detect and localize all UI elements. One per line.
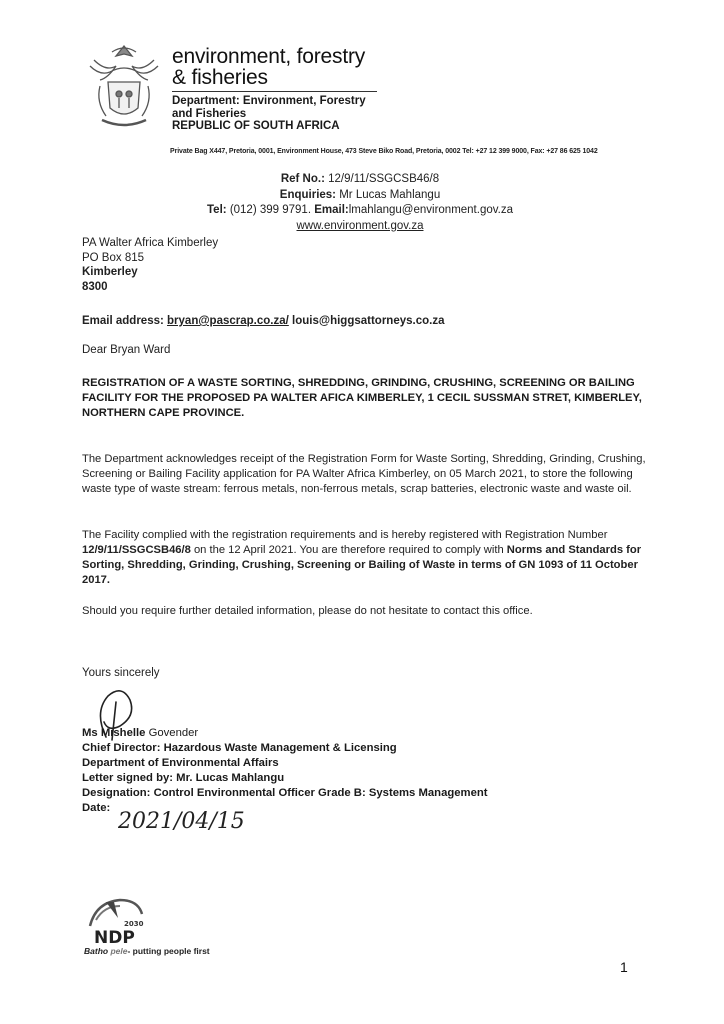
- ndp-text: NDP: [94, 928, 135, 946]
- ref-value: 12/9/11/SSGCSB46/8: [328, 173, 440, 185]
- batho-word: Batho: [84, 946, 109, 956]
- reference-block: [180, 172, 540, 234]
- signatory-name: [82, 726, 488, 741]
- coat-of-arms-logo: [86, 42, 162, 134]
- name-prefix: Ms: [82, 727, 98, 739]
- signed-label: Letter signed by:: [82, 772, 174, 784]
- email-link-1[interactable]: bryan@pascrap.co.za/: [167, 315, 289, 327]
- name-first: Mishelle: [100, 727, 146, 739]
- body-paragraph-1: The Department acknowledges receipt of the Registration Form for Waste Sorting, Shredding, Grinding, Crushing, Screening or Bailing Facility application for PA Walter Africa Kimberley, on 05 March 2021, to store the following waste type of waste stream: ferrous metals, non-ferrous metals, scrap batteries, electronic waste and waste oil.: [82, 453, 646, 495]
- ndp-year: 2030: [124, 920, 144, 928]
- ref-label: Ref No.:: [280, 173, 325, 185]
- signed-by-line: [82, 771, 488, 786]
- handwritten-date-text: 2021/04/15: [118, 809, 245, 834]
- enquiries-line: [180, 188, 540, 204]
- norms-standards-reference: Norms and Standards for Sorting, Shredding, Grinding, Crushing, Screening or Bailing of Waste in terms of GN 1093 of 11 October 2017.: [82, 544, 642, 586]
- p2-text-a: The Facility complied with the registration requirements and is hereby registered with Registration Number: [82, 529, 608, 541]
- email-link-2[interactable]: louis@higgsattorneys.co.za: [292, 315, 445, 327]
- designation-value: Control Environmental Officer Grade B: Systems Management: [153, 787, 488, 799]
- salutation: Dear Bryan Ward: [82, 344, 171, 356]
- ndp-2030-logo: [86, 896, 144, 946]
- subject-heading: REGISTRATION OF A WASTE SORTING, SHREDDING, GRINDING, CRUSHING, SCREENING OR BAILING FACILITY FOR THE PROPOSED PA WALTER AFICA KIMBERLEY, 1 CECIL SUSSMAN STRET, KIMBERLEY, NORTHERN CAPE PROVINCE.: [82, 377, 642, 419]
- recipient-line3: Kimberley: [82, 266, 138, 278]
- ref-number-line: [180, 172, 540, 188]
- email-address-label: Email address:: [82, 315, 164, 327]
- body-paragraph-2: [82, 528, 647, 588]
- handwritten-date: [118, 798, 268, 846]
- tel-email-line: [180, 203, 540, 219]
- email-value[interactable]: lmahlangu@environment.gov.za: [348, 204, 513, 216]
- body-paragraph-3: Should you require further detailed information, please do not hesitate to contact this office.: [82, 605, 533, 617]
- tel-label: Tel:: [207, 204, 227, 216]
- signatory-title: Chief Director: Hazardous Waste Management & Licensing: [82, 742, 397, 754]
- letterhead-title: [172, 46, 365, 88]
- letterhead-divider: [172, 91, 377, 92]
- recipient-line4: 8300: [82, 280, 108, 293]
- letterhead-address: Private Bag X447, Pretoria, 0001, Environment House, 473 Steve Biko Road, Pretoria, 0002 Tel: +27 12 399 9000, Fax: +27 86 625 1042: [170, 148, 598, 155]
- name-last: Govender: [148, 727, 199, 739]
- signed-value: Mr. Lucas Mahlangu: [176, 772, 285, 784]
- page-number: 1: [620, 959, 628, 975]
- recipient-address: [82, 236, 218, 294]
- pele-word: pele: [110, 946, 128, 956]
- designation-label: Designation:: [82, 787, 151, 799]
- email-label: Email:: [314, 204, 349, 216]
- letterhead-sub-line2: and Fisheries: [172, 107, 247, 120]
- letterhead-sub-line3: REPUBLIC OF SOUTH AFRICA: [172, 120, 340, 132]
- email-address-line: [82, 315, 444, 327]
- closing: Yours sincerely: [82, 667, 160, 679]
- recipient-line1: PA Walter Africa Kimberley: [82, 237, 219, 249]
- signatory-dept: Department of Environmental Affairs: [82, 757, 279, 769]
- tagline-rest: - putting people first: [127, 946, 210, 956]
- date-line: Date:: [82, 802, 111, 814]
- letterhead-subtitle: [172, 95, 366, 133]
- registration-number: 12/9/11/SSGCSB46/8: [82, 544, 191, 556]
- letterhead-title-line2: & fisheries: [172, 66, 268, 89]
- enquiries-value: Mr Lucas Mahlangu: [339, 188, 441, 201]
- enquiries-label: Enquiries:: [279, 188, 337, 201]
- tel-value: (012) 399 9791.: [229, 204, 312, 216]
- website-link[interactable]: www.environment.gov.za: [296, 219, 424, 232]
- letterhead-title-line1: environment, forestry: [172, 45, 366, 68]
- p2-text-c: on the 12 April 2021. You are therefore required to comply with: [193, 544, 504, 556]
- batho-pele-tagline: [84, 946, 210, 956]
- letterhead-sub-line1: Department: Environment, Forestry: [172, 95, 366, 107]
- recipient-line2: PO Box 815: [82, 251, 145, 264]
